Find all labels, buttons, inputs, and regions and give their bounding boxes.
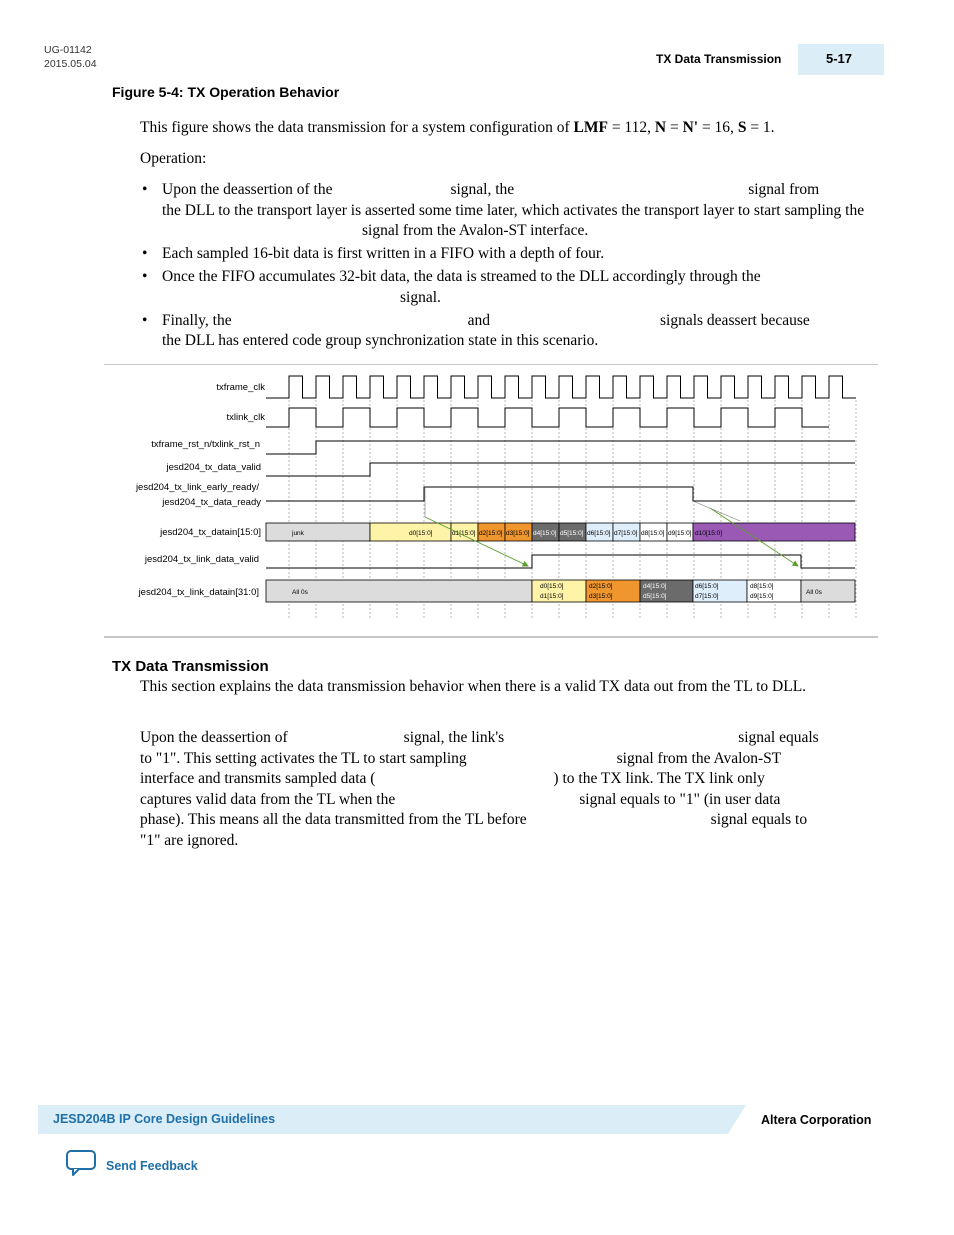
- para-text: "1" are ignored.: [140, 831, 239, 849]
- bus-label-d8: d8[15:0]: [641, 530, 665, 537]
- figure-intro: [140, 118, 865, 139]
- para-text: phase). This means all the data transmitted from the TL before: [140, 811, 527, 828]
- para-text: interface and transmits sampled data (: [140, 770, 376, 787]
- bus-label-junk: junk: [292, 530, 304, 537]
- para-text: signal, the link's: [403, 729, 505, 746]
- link-label-w1-a: d2[15:0]: [589, 583, 613, 590]
- bus-label-d0: d0[15:0]: [409, 530, 433, 537]
- link-label-w0-a: d0[15:0]: [540, 583, 564, 590]
- para-text: signal equals to "1" (in user data: [579, 790, 781, 808]
- document-date: 2015.05.04: [44, 58, 97, 70]
- bus-label-d10: d10[15:0]: [695, 530, 723, 537]
- bullet-text: signals deassert because: [660, 311, 810, 329]
- txframe-clk-waveform: [266, 376, 856, 398]
- bus-segment-junk: [266, 523, 370, 541]
- section-title: TX Data Transmission: [112, 658, 269, 675]
- bus-label-d5: d5[15:0]: [560, 530, 584, 537]
- para-text: signal equals: [738, 729, 819, 746]
- intro-text: This figure shows the data transmission for a system configuration of: [140, 119, 574, 136]
- operation-label: Operation:: [140, 150, 207, 167]
- intro-s-value: = 1.: [746, 119, 775, 136]
- link-label-w0-b: d1[15:0]: [540, 593, 564, 600]
- bullet-text: signal from: [748, 181, 820, 198]
- label-txlink-clk: txlink_clk: [226, 412, 265, 423]
- bullet-text: Each sampled 16-bit data is first written in a FIFO with a depth of four.: [162, 245, 605, 262]
- bullet-text: signal from the Avalon-ST interface.: [362, 222, 589, 239]
- bullet-text: Finally, the: [162, 311, 232, 329]
- intro-nprime-value: = 16,: [698, 119, 738, 136]
- feedback-bubble-icon: [66, 1150, 96, 1181]
- operation-list: [140, 180, 865, 354]
- send-feedback-label[interactable]: Send Feedback: [106, 1158, 198, 1173]
- link-label-w4-a: d8[15:0]: [750, 583, 774, 590]
- link-data-valid-waveform: [266, 555, 855, 568]
- timing-diagram: [104, 368, 878, 626]
- bus-label-d2: d2[15:0]: [479, 530, 503, 537]
- figure-top-rule: [104, 364, 878, 365]
- label-txframe-clk: txframe_clk: [216, 382, 265, 393]
- intro-lmf: LMF: [573, 119, 608, 136]
- rst-waveform: [266, 441, 855, 454]
- bullet-text: the DLL to the transport layer is asserted some time later, which activates the transport layer to start sampling the: [162, 201, 865, 219]
- label-early-ready: jesd204_tx_link_early_ready/: [135, 482, 259, 493]
- para-text: signal equals to: [710, 811, 808, 828]
- link-label-w1-b: d3[15:0]: [589, 593, 613, 600]
- figure-bottom-rule: [104, 636, 878, 638]
- list-item: • Upon the deassertion of the signal, the signal from the DLL to the transport layer is asserted some time later, which activates the transport layer to start sampling thesignal from the Avalon-ST interface.: [142, 181, 865, 239]
- bullet-text: Once the FIFO accumulates 32-bit data, the data is streamed to the DLL accordingly through the: [162, 268, 761, 285]
- label-tx-data-ready: jesd204_tx_data_ready: [162, 497, 261, 508]
- link-label-w2-a: d4[15:0]: [643, 583, 667, 590]
- bus-label-d7: d7[15:0]: [614, 530, 638, 537]
- bus-label-d3: d3[15:0]: [506, 530, 530, 537]
- link-label-w3-a: d6[15:0]: [695, 583, 719, 590]
- header-section-title: TX Data Transmission: [656, 52, 782, 66]
- bus-label-d1: d1[15:0]: [452, 530, 476, 537]
- list-item: • Finally, the and signals deassert because the DLL has entered code group synchronization state in this scenario.: [142, 311, 810, 349]
- label-link-datain: jesd204_tx_link_datain[31:0]: [138, 587, 259, 598]
- intro-nprime: N': [682, 119, 699, 136]
- para-text: captures valid data from the TL when the: [140, 790, 396, 808]
- bus-label-d9: d9[15:0]: [668, 530, 692, 537]
- para-text: to "1". This setting activates the TL to start sampling: [140, 749, 467, 767]
- label-link-data-valid: jesd204_tx_link_data_valid: [144, 554, 259, 565]
- section-paragraph-2: [140, 728, 865, 851]
- intro-s: S: [737, 119, 747, 136]
- bus-label-d6: d6[15:0]: [587, 530, 611, 537]
- link-label-w4-b: d9[15:0]: [750, 593, 774, 600]
- link-label-w2-b: d5[15:0]: [643, 593, 667, 600]
- footer-corporation: Altera Corporation: [761, 1113, 872, 1127]
- para-text: Upon the deassertion of: [140, 729, 288, 746]
- label-tx-data-valid: jesd204_tx_data_valid: [166, 462, 261, 473]
- para-text: signal from the Avalon-ST: [616, 749, 782, 767]
- document-id-block: [44, 43, 97, 71]
- section-paragraph-1: This section explains the data transmission behavior when there is a valid TX data out from the TL to DLL.: [140, 678, 807, 695]
- list-item: • Once the FIFO accumulates 32-bit data, the data is streamed to the DLL accordingly through the signal.: [142, 268, 761, 306]
- tx-data-ready-waveform: [266, 487, 855, 501]
- footer-bar-tail: [728, 1105, 746, 1134]
- list-item: • Each sampled 16-bit data is first written in a FIFO with a depth of four.: [142, 245, 605, 262]
- bullet-text: and: [467, 311, 490, 329]
- document-id: UG-01142: [44, 44, 92, 56]
- figure-title: Figure 5-4: TX Operation Behavior: [112, 84, 340, 100]
- bus-label-d4: d4[15:0]: [533, 530, 557, 537]
- footer-guide-title: JESD204B IP Core Design Guidelines: [53, 1112, 276, 1126]
- intro-n: N: [654, 119, 667, 136]
- bullet-text: Upon the deassertion of the: [162, 181, 333, 198]
- label-rst: txframe_rst_n/txlink_rst_n: [151, 439, 260, 450]
- bullet-text: the DLL has entered code group synchronization state in this scenario.: [162, 332, 599, 349]
- intro-lmf-value: = 112,: [607, 119, 655, 136]
- send-feedback-link[interactable]: [66, 1150, 198, 1181]
- label-tx-datain: jesd204_tx_datain[15:0]: [160, 527, 261, 538]
- para-text: ) to the TX link. The TX link only: [553, 770, 765, 787]
- tx-data-valid-waveform: [266, 463, 855, 476]
- page-number: 5-17: [798, 44, 884, 75]
- link-label-w3-b: d7[15:0]: [695, 593, 719, 600]
- bullet-text: signal, the: [450, 181, 515, 198]
- link-label-zeros-b: All 0s: [806, 589, 822, 596]
- bullet-text: signal.: [400, 288, 441, 306]
- txlink-clk-waveform: [266, 408, 829, 427]
- intro-eq: =: [666, 119, 683, 136]
- link-label-zeros-a: All 0s: [292, 589, 308, 596]
- leader-line-2: [693, 501, 740, 521]
